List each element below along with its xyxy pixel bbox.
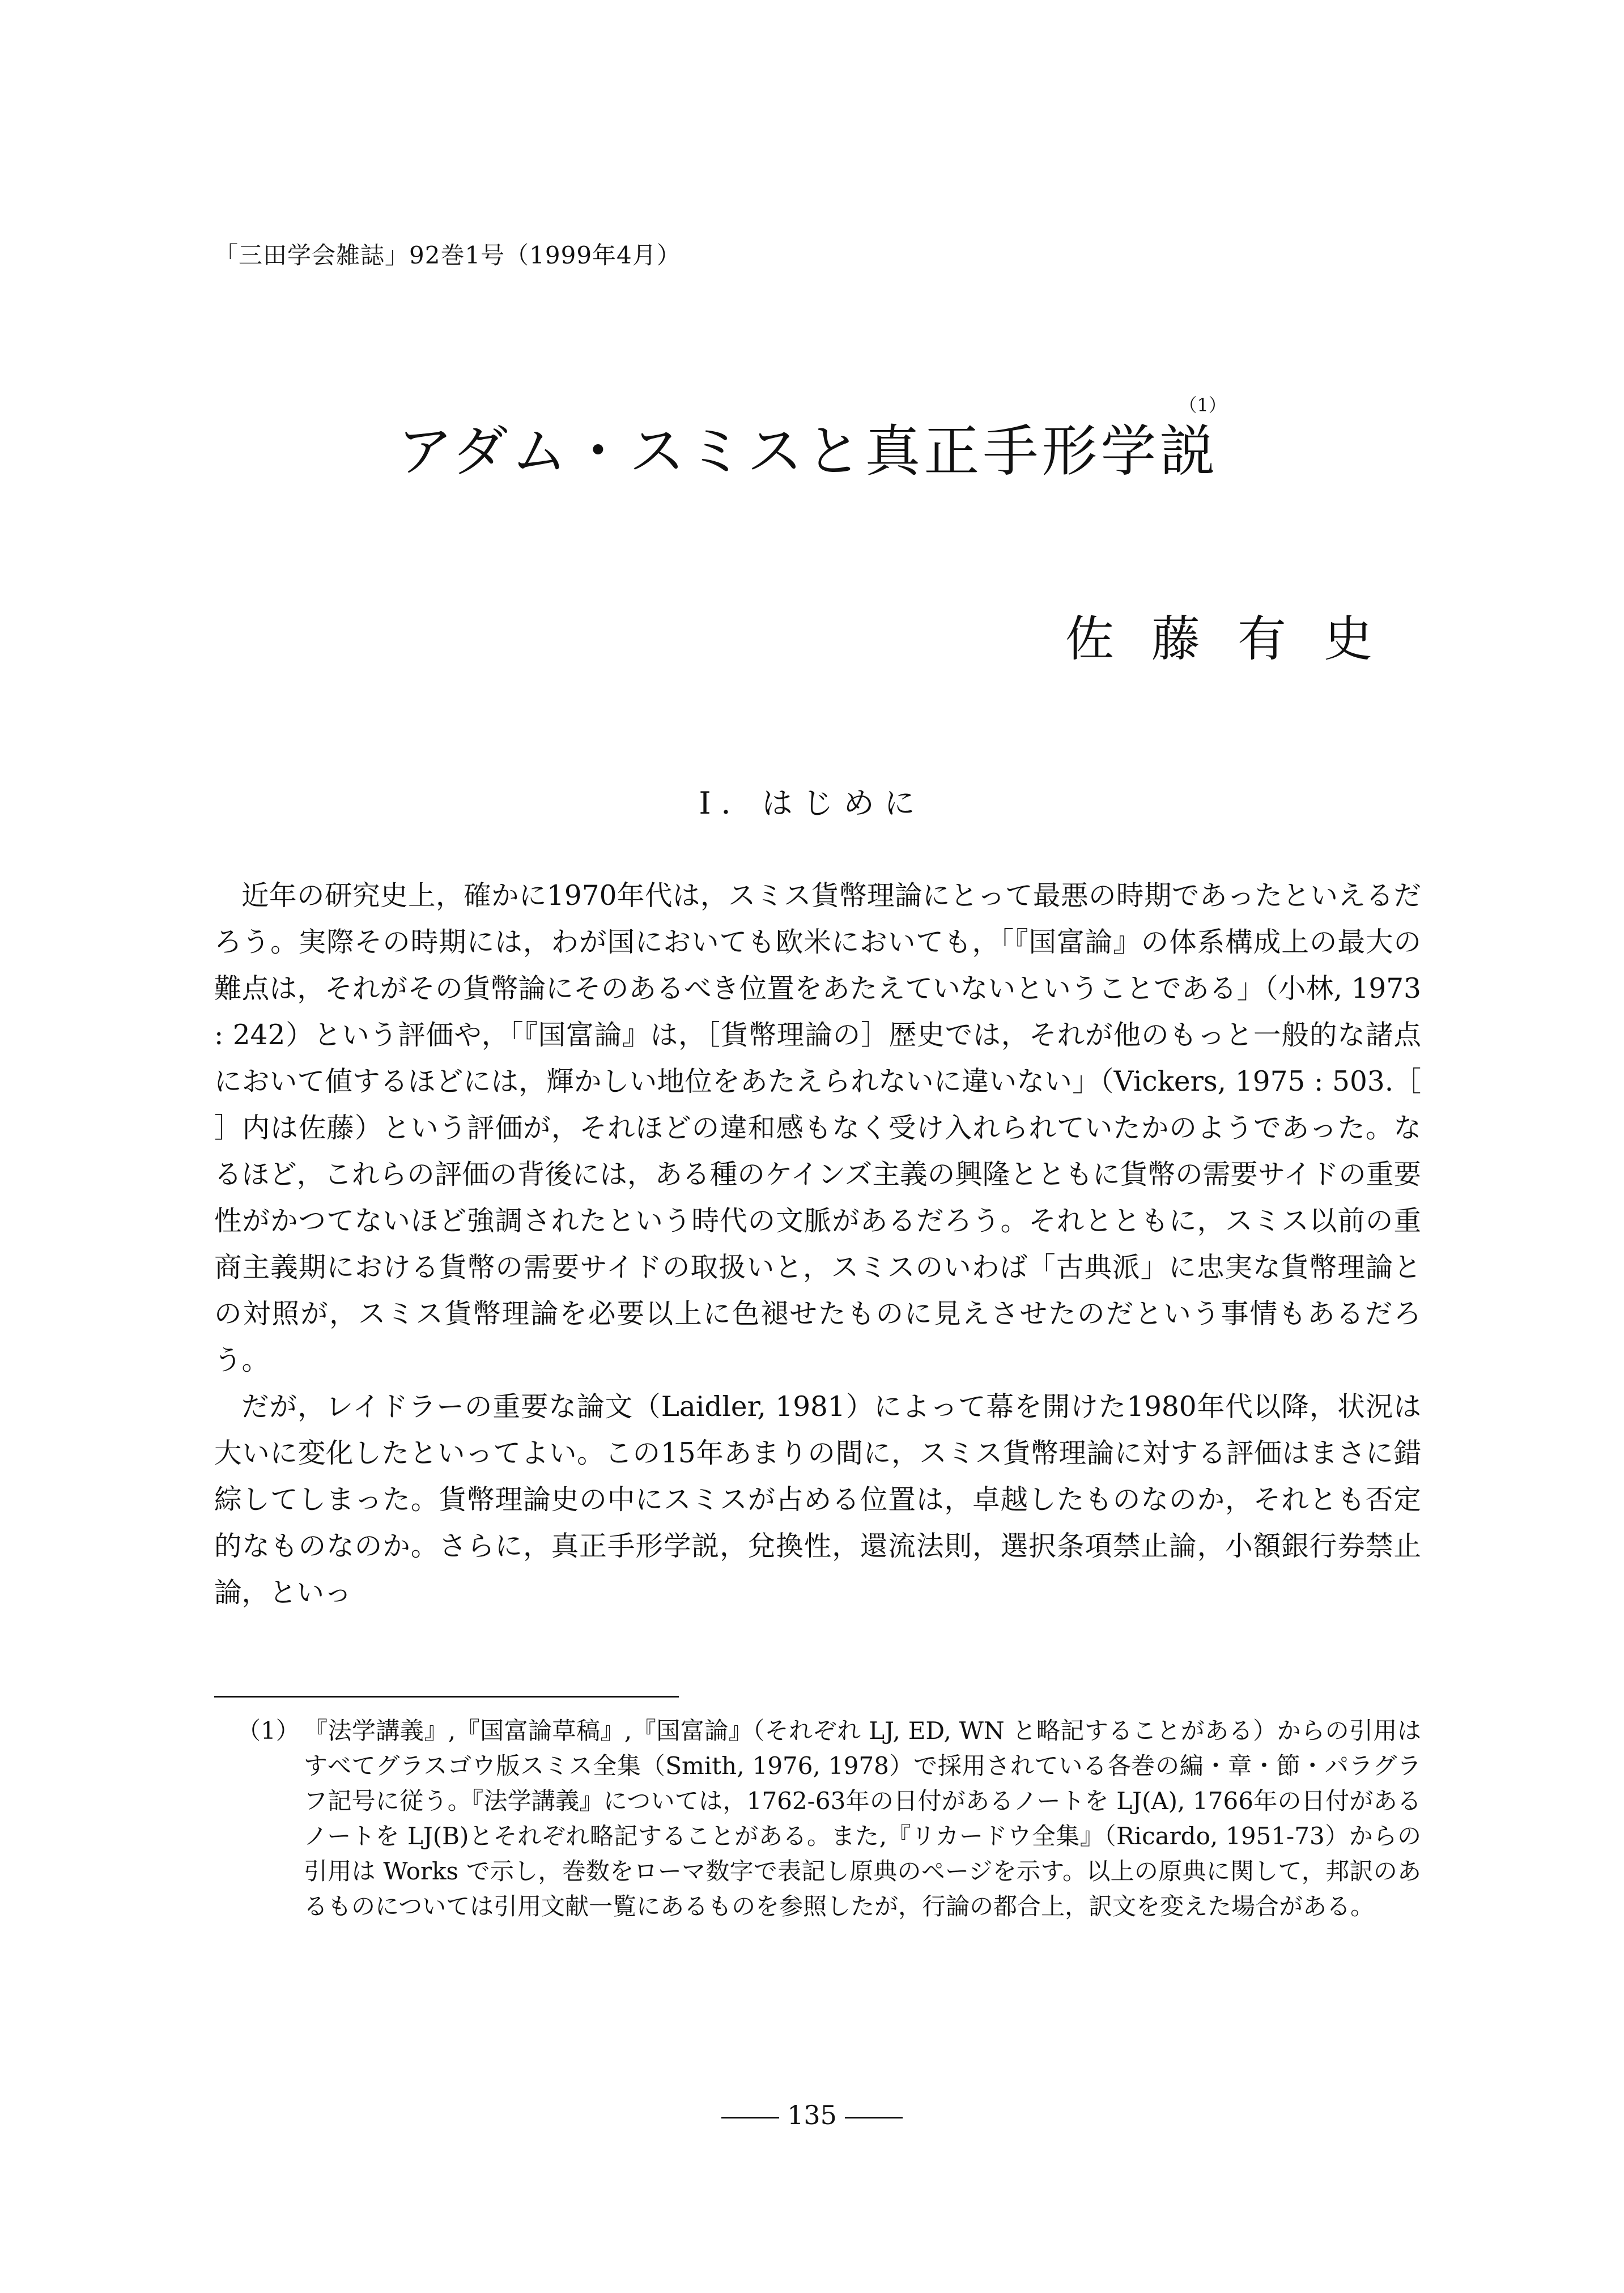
paragraph: だが，レイドラーの重要な論文（Laidler, 1981）によって幕を開けた1980年代以降，状況は大いに変化したといってよい。この15年あまりの間に，スミス貨幣理論に対する評価はまさに錯綜してしまった。貨幣理論史の中にスミスが占める位置は，卓越したものなのか，それとも否定的なものなのか。さらに，真正手形学説，兌換性，還流法則，選択条項禁止論，小額銀行券禁止論，といっ [214, 1391, 1421, 1609]
footnote-text: 『法学講義』,『国富論草稿』,『国富論』（それぞれ LJ, ED, WN と略記することがある）からの引用はすべてグラスゴウ版スミス全集（Smith, 1976, 1978）で採用されている各巻の編・章・節・パラグラフ記号に従う。『法学講義』については，1762-63年の日付があるノートを LJ(A), 1766年の日付があるノートを LJ(B)とそれぞれ略記することがある。また,『リカードウ全集』（Ricardo, 1951-73）からの引用は Works で示し，巻数をローマ数字で表記し原典のページを示す。以上の原典に関して，邦訳のあるものについては引用文献一覧にあるものを参照したが，行論の都合上，訳文を変えた場合がある。 [304, 1717, 1421, 1920]
paragraph: 近年の研究史上，確かに1970年代は，スミス貨幣理論にとって最悪の時期であったといえるだろう。実際その時期には，わが国においても欧米においても，「『国富論』の体系構成上の最大の難点は，それがその貨幣論にそのあるべき位置をあたえていないということである」（小林, 1973 : 242）という評価や，「『国富論』は，［貨幣理論の］歴史では，それが他のもっと一般的な諸点において値するほどには，輝かしい地位をあたえられないに違いない」（Vickers, 1975 : 503.［ ］内は佐藤）という評価が，それほどの違和感もなく受け入れられていたかのようであった。なるほど，これらの評価の背後には，ある種のケインズ主義の興隆とともに貨幣の需要サイドの重要性がかつてないほど強調されたという時代の文脈があるだろう。それとともに，スミス以前の重商主義期における貨幣の需要サイドの取扱いと，スミスのいわば「古典派」に忠実な貨幣理論との対照が，スミス貨幣理論を必要以上に色褪せたものに見えさせたのだという事情もあるだろう。 [214, 880, 1421, 1376]
page-number: 135 [787, 2100, 837, 2130]
page-footer [0, 2100, 1624, 2130]
section-heading: Ⅰ．はじめに [699, 785, 925, 821]
article-title [0, 394, 1624, 487]
author-name: 佐藤有史 [1065, 611, 1410, 667]
journal-citation: 「三田学会雑誌」92巻1号（1999年4月） [214, 241, 681, 269]
body-text [214, 873, 1421, 1616]
title-footnote-marker[interactable]: （1） [1179, 394, 1227, 416]
page-number-right-dash [845, 2117, 903, 2118]
article-title-text: アダム・スミスと真正手形学説 [397, 419, 1219, 484]
page-number-left-dash [721, 2117, 779, 2118]
footnote-number: （1） [237, 1717, 300, 1745]
footnote-divider [214, 1696, 679, 1698]
footnote [237, 1713, 1421, 1924]
